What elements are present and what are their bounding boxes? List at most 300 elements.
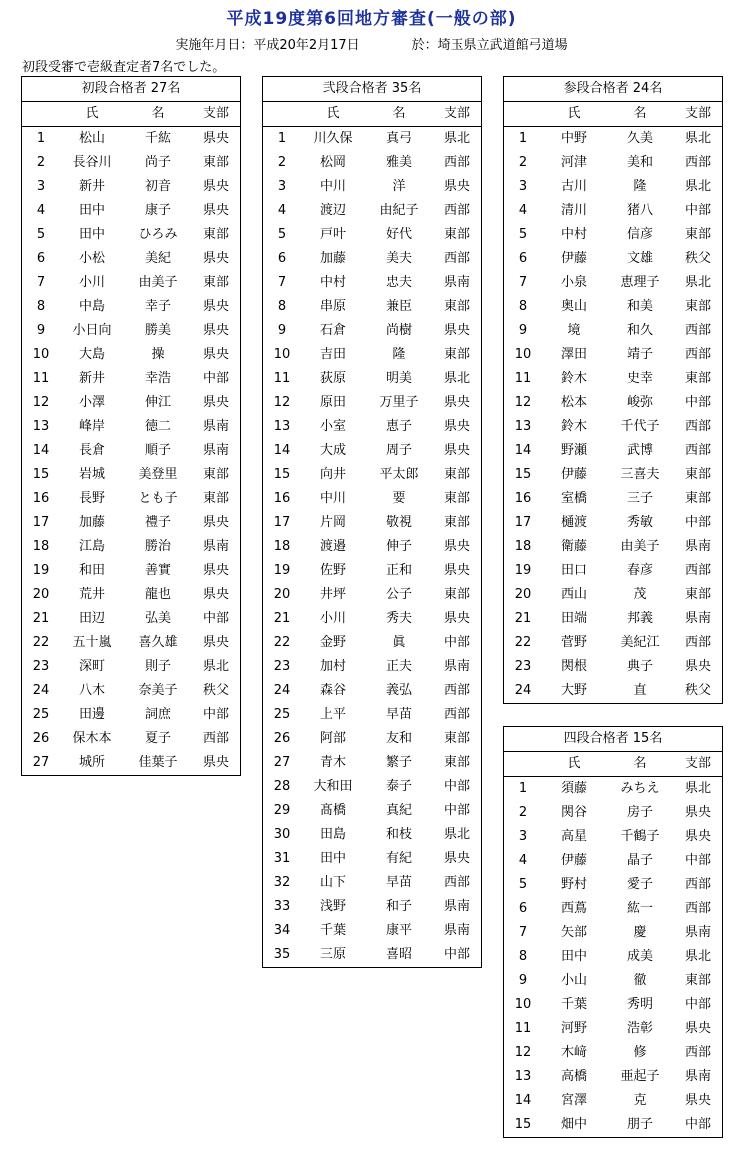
family-name: 田中	[560, 949, 587, 964]
row-number: 14	[514, 443, 532, 458]
branch: 県央	[202, 755, 229, 770]
branch: 県南	[684, 611, 711, 626]
row-number: 12	[514, 395, 532, 410]
given-name: 弘美	[144, 611, 171, 626]
given-name: 明美	[385, 371, 412, 386]
page-title: 平成19度第6回地方審査(一般の部)	[226, 9, 517, 29]
given-name: 眞	[392, 635, 406, 650]
given-name: 夏子	[144, 731, 171, 746]
table-header: 四段合格者 15名	[504, 727, 722, 752]
given-name: 徳二	[144, 419, 171, 434]
table-row	[504, 679, 722, 703]
table-row	[263, 727, 481, 751]
family-name: 河津	[560, 155, 587, 170]
family-name: 峰岸	[78, 419, 105, 434]
row-number: 23	[273, 659, 291, 674]
table-row	[504, 631, 722, 655]
given-name: 義弘	[385, 683, 412, 698]
row-number: 25	[32, 707, 50, 722]
branch: 県央	[202, 203, 229, 218]
row-number: 27	[273, 755, 291, 770]
branch: 中部	[684, 395, 711, 410]
table-row	[263, 487, 481, 511]
table-row	[22, 607, 240, 631]
family-name: 境	[567, 323, 581, 338]
family-name: 川久保	[313, 131, 353, 146]
given-name: 浩彰	[626, 1021, 653, 1036]
table-header: 弐段合格者 35名	[263, 77, 481, 102]
table-row	[22, 511, 240, 535]
table-row	[504, 511, 722, 535]
table-row	[263, 175, 481, 199]
table-row	[504, 655, 722, 679]
table-row	[22, 535, 240, 559]
branch: 西部	[684, 419, 711, 434]
table-row	[504, 583, 722, 607]
family-name: 中川	[319, 491, 346, 506]
row-number: 21	[32, 611, 50, 626]
given-name: 喜昭	[385, 947, 412, 962]
given-name: 峻弥	[626, 395, 653, 410]
row-number: 7	[518, 925, 528, 940]
table-row	[504, 1041, 722, 1065]
table-row	[22, 175, 240, 199]
table-row	[504, 1113, 722, 1137]
row-number: 27	[32, 755, 50, 770]
branch: 東部	[443, 755, 470, 770]
row-number: 15	[273, 467, 291, 482]
table-row	[504, 343, 722, 367]
given-name: 平太郎	[379, 467, 419, 482]
row-number: 3	[36, 179, 46, 194]
table-row	[263, 415, 481, 439]
table-row	[504, 1089, 722, 1113]
given-name: 龍也	[144, 587, 171, 602]
given-name: 勝治	[144, 539, 171, 554]
family-name: 須藤	[560, 781, 587, 796]
branch: 県央	[443, 851, 470, 866]
family-name: 田口	[560, 563, 587, 578]
table-row	[504, 439, 722, 463]
table-row	[504, 391, 722, 415]
branch: 県南	[443, 899, 470, 914]
branch: 東部	[443, 227, 470, 242]
family-name: 戸叶	[319, 227, 346, 242]
family-name: 長野	[78, 491, 105, 506]
branch: 県北	[202, 659, 229, 674]
table-row	[22, 583, 240, 607]
given-name: 幸浩	[144, 371, 171, 386]
family-name: 矢部	[560, 925, 587, 940]
family-name: 田辺	[78, 611, 105, 626]
given-name: 真紀	[385, 803, 412, 818]
table-row	[504, 127, 722, 151]
given-name: 順子	[144, 443, 171, 458]
branch: 県北	[443, 827, 470, 842]
branch: 東部	[684, 973, 711, 988]
given-name: 善實	[144, 563, 171, 578]
family-name: 長谷川	[72, 155, 112, 170]
family-name: 江島	[78, 539, 105, 554]
family-name: 田中	[78, 203, 105, 218]
row-number: 8	[36, 299, 46, 314]
given-name: 茂	[633, 587, 647, 602]
family-name: 野瀬	[560, 443, 587, 458]
table-row	[263, 871, 481, 895]
given-name: 泰子	[385, 779, 412, 794]
family-name: 小山	[560, 973, 587, 988]
family-name: 加村	[319, 659, 346, 674]
family-name: 田島	[319, 827, 346, 842]
table-row	[504, 271, 722, 295]
table-row	[504, 223, 722, 247]
branch: 秩父	[684, 251, 711, 266]
table-row	[504, 175, 722, 199]
branch: 県北	[684, 949, 711, 964]
table-row	[263, 895, 481, 919]
family-name: 山下	[319, 875, 346, 890]
row-number: 10	[273, 347, 291, 362]
family-name: 新井	[78, 179, 105, 194]
branch: 西部	[684, 155, 711, 170]
column-headers	[263, 102, 481, 127]
branch: 県北	[684, 179, 711, 194]
table-row	[504, 559, 722, 583]
family-name: 阿部	[319, 731, 346, 746]
table-row	[263, 919, 481, 943]
given-name: 康平	[385, 923, 412, 938]
row-number: 29	[273, 803, 291, 818]
table-row	[263, 655, 481, 679]
family-name: 金野	[319, 635, 346, 650]
branch: 県央	[684, 829, 711, 844]
family-name: 野村	[560, 877, 587, 892]
given-name: ひろみ	[138, 227, 178, 242]
family-name: 大成	[319, 443, 346, 458]
family-name: 宮澤	[560, 1093, 587, 1108]
branch: 西部	[443, 875, 470, 890]
table-row	[22, 151, 240, 175]
table-row	[263, 127, 481, 151]
family-name: 伊藤	[560, 467, 587, 482]
table-row	[263, 151, 481, 175]
table-row	[22, 655, 240, 679]
given-name: とも子	[138, 491, 178, 506]
table-header: 初段合格者 27名	[22, 77, 240, 102]
family-name: 田中	[319, 851, 346, 866]
table-row	[22, 271, 240, 295]
branch: 県央	[202, 323, 229, 338]
given-name: 由紀子	[379, 203, 419, 218]
table-header: 参段合格者 24名	[504, 77, 722, 102]
family-name: 古川	[560, 179, 587, 194]
family-name: 鈴木	[560, 419, 587, 434]
branch: 東部	[202, 467, 229, 482]
given-name: 早苗	[385, 875, 412, 890]
row-number: 11	[514, 1021, 532, 1036]
row-number: 9	[518, 973, 528, 988]
branch: 西部	[684, 443, 711, 458]
row-number: 5	[518, 227, 528, 242]
given-name: 紘一	[626, 901, 653, 916]
row-number: 13	[32, 419, 50, 434]
branch: 県央	[684, 1093, 711, 1108]
given-name: 康子	[144, 203, 171, 218]
given-name: 兼臣	[385, 299, 412, 314]
branch: 中部	[202, 611, 229, 626]
row-number: 7	[518, 275, 528, 290]
branch: 西部	[443, 707, 470, 722]
family-name: 高星	[560, 829, 587, 844]
branch: 県央	[202, 587, 229, 602]
branch: 西部	[443, 155, 470, 170]
family-name: 木﨑	[560, 1045, 587, 1060]
family-name: 中村	[319, 275, 346, 290]
table-row	[22, 127, 240, 151]
table-row	[22, 415, 240, 439]
column-headers	[22, 102, 240, 127]
branch: 東部	[202, 227, 229, 242]
row-number: 24	[514, 683, 532, 698]
given-name: 朋子	[626, 1117, 653, 1132]
row-number: 26	[273, 731, 291, 746]
row-number: 16	[273, 491, 291, 506]
branch: 中部	[443, 635, 470, 650]
branch: 県南	[443, 275, 470, 290]
row-number: 34	[273, 923, 291, 938]
table-row	[263, 439, 481, 463]
family-name: 田邊	[78, 707, 105, 722]
row-number: 20	[273, 587, 291, 602]
row-number: 1	[277, 131, 287, 146]
branch: 県央	[443, 539, 470, 554]
row-number: 5	[518, 877, 528, 892]
kyu-note: 初段受審で壱級査定者7名でした。	[22, 60, 226, 75]
branch: 西部	[684, 635, 711, 650]
row-number: 20	[32, 587, 50, 602]
branch: 東部	[684, 467, 711, 482]
branch: 中部	[684, 997, 711, 1012]
branch: 西部	[443, 251, 470, 266]
row-number: 22	[32, 635, 50, 650]
row-number: 1	[518, 781, 528, 796]
given-name: 恵子	[385, 419, 412, 434]
branch: 県央	[202, 347, 229, 362]
branch: 東部	[443, 515, 470, 530]
table-row	[504, 873, 722, 897]
table-row	[263, 823, 481, 847]
given-name: 早苗	[385, 707, 412, 722]
row-number: 19	[514, 563, 532, 578]
family-name: 小室	[319, 419, 346, 434]
branch: 県央	[443, 563, 470, 578]
row-number: 32	[273, 875, 291, 890]
row-number: 7	[277, 275, 287, 290]
branch: 県南	[684, 1069, 711, 1084]
given-name: 久美	[626, 131, 653, 146]
branch: 西部	[684, 901, 711, 916]
branch: 県央	[443, 443, 470, 458]
branch: 県南	[202, 419, 229, 434]
table-row	[504, 487, 722, 511]
given-name: 直	[633, 683, 647, 698]
row-number: 18	[32, 539, 50, 554]
family-name: 大野	[560, 683, 587, 698]
given-name: 和久	[626, 323, 653, 338]
row-number: 30	[273, 827, 291, 842]
family-name: 中川	[319, 179, 346, 194]
given-name: 房子	[626, 805, 653, 820]
table-row	[263, 847, 481, 871]
row-number: 35	[273, 947, 291, 962]
given-name: 美和	[626, 155, 653, 170]
branch: 西部	[684, 323, 711, 338]
row-number: 28	[273, 779, 291, 794]
row-number: 21	[273, 611, 291, 626]
family-name: 大和田	[313, 779, 353, 794]
given-name: 千代子	[620, 419, 660, 434]
row-number: 14	[32, 443, 50, 458]
table-row	[504, 777, 722, 801]
branch: 東部	[443, 491, 470, 506]
branch: 県央	[684, 659, 711, 674]
row-number: 26	[32, 731, 50, 746]
table-row	[22, 631, 240, 655]
family-name: 岩城	[78, 467, 105, 482]
given-name: 詞庶	[144, 707, 171, 722]
branch: 西部	[443, 203, 470, 218]
branch: 中部	[443, 779, 470, 794]
branch: 県央	[443, 611, 470, 626]
branch: 東部	[202, 275, 229, 290]
family-name: 澤田	[560, 347, 587, 362]
family-name: 小日向	[72, 323, 112, 338]
table-row	[504, 945, 722, 969]
branch: 東部	[684, 227, 711, 242]
column-headers	[504, 752, 722, 777]
branch: 県南	[202, 539, 229, 554]
table-row	[504, 897, 722, 921]
table-row	[263, 295, 481, 319]
branch: 県央	[443, 395, 470, 410]
given-name: みちえ	[620, 781, 660, 796]
row-number: 21	[514, 611, 532, 626]
row-number: 5	[36, 227, 46, 242]
given-name: 忠夫	[385, 275, 412, 290]
given-name: 猪八	[626, 203, 653, 218]
table-row	[504, 463, 722, 487]
given-name: 友和	[385, 731, 412, 746]
branch: 西部	[202, 731, 229, 746]
branch: 県央	[443, 323, 470, 338]
table-row	[504, 319, 722, 343]
family-name: 深町	[78, 659, 105, 674]
row-number: 12	[32, 395, 50, 410]
given-name: 克	[633, 1093, 647, 1108]
given-name: 邦義	[626, 611, 653, 626]
family-name: 石倉	[319, 323, 346, 338]
branch: 東部	[443, 467, 470, 482]
table-row	[22, 439, 240, 463]
family-name: 原田	[319, 395, 346, 410]
row-number: 11	[32, 371, 50, 386]
given-name: 尚子	[144, 155, 171, 170]
table-row	[504, 367, 722, 391]
family-name: 青木	[319, 755, 346, 770]
given-name: 武博	[626, 443, 653, 458]
branch: 中部	[443, 947, 470, 962]
given-name: 公子	[385, 587, 412, 602]
given-name: 文雄	[626, 251, 653, 266]
family-name: 西蔦	[560, 901, 587, 916]
row-number: 9	[277, 323, 287, 338]
row-number: 18	[514, 539, 532, 554]
family-name: 新井	[78, 371, 105, 386]
family-name: 浅野	[319, 899, 346, 914]
branch: 県央	[443, 179, 470, 194]
branch: 東部	[443, 731, 470, 746]
branch: 西部	[684, 347, 711, 362]
given-name: 由美子	[138, 275, 178, 290]
table-row	[263, 223, 481, 247]
row-number: 2	[36, 155, 46, 170]
column-header-given-name: 名	[633, 756, 647, 771]
row-number: 22	[514, 635, 532, 650]
sandan-table	[503, 76, 723, 704]
branch: 県央	[202, 635, 229, 650]
family-name: 三原	[319, 947, 346, 962]
row-number: 2	[277, 155, 287, 170]
table-row	[22, 727, 240, 751]
given-name: 信彦	[626, 227, 653, 242]
family-name: 五十嵐	[72, 635, 112, 650]
family-name: 高橋	[560, 1069, 587, 1084]
given-name: 晶子	[626, 853, 653, 868]
table-row	[504, 247, 722, 271]
family-name: 佐野	[319, 563, 346, 578]
table-row	[22, 703, 240, 727]
family-name: 奥山	[560, 299, 587, 314]
row-number: 3	[277, 179, 287, 194]
branch: 県南	[684, 539, 711, 554]
branch: 県北	[443, 131, 470, 146]
family-name: 関谷	[560, 805, 587, 820]
table-row	[263, 247, 481, 271]
given-name: 幸子	[144, 299, 171, 314]
branch: 東部	[202, 491, 229, 506]
table-row	[504, 415, 722, 439]
row-number: 4	[277, 203, 287, 218]
family-name: 向井	[319, 467, 346, 482]
row-number: 4	[518, 853, 528, 868]
branch: 県南	[443, 659, 470, 674]
table-row	[504, 801, 722, 825]
column-header-family-name: 氏	[85, 106, 99, 121]
row-number: 15	[514, 1117, 532, 1132]
given-name: 亜起子	[620, 1069, 660, 1084]
given-name: 正夫	[385, 659, 412, 674]
table-row	[263, 583, 481, 607]
given-name: 三子	[626, 491, 653, 506]
shodan-table	[21, 76, 241, 776]
branch: 県央	[684, 1021, 711, 1036]
given-name: 千鶴子	[620, 829, 660, 844]
column-header-branch: 支部	[443, 106, 470, 121]
family-name: 田端	[560, 611, 587, 626]
row-number: 1	[36, 131, 46, 146]
family-name: 大島	[78, 347, 105, 362]
given-name: 則子	[144, 659, 171, 674]
